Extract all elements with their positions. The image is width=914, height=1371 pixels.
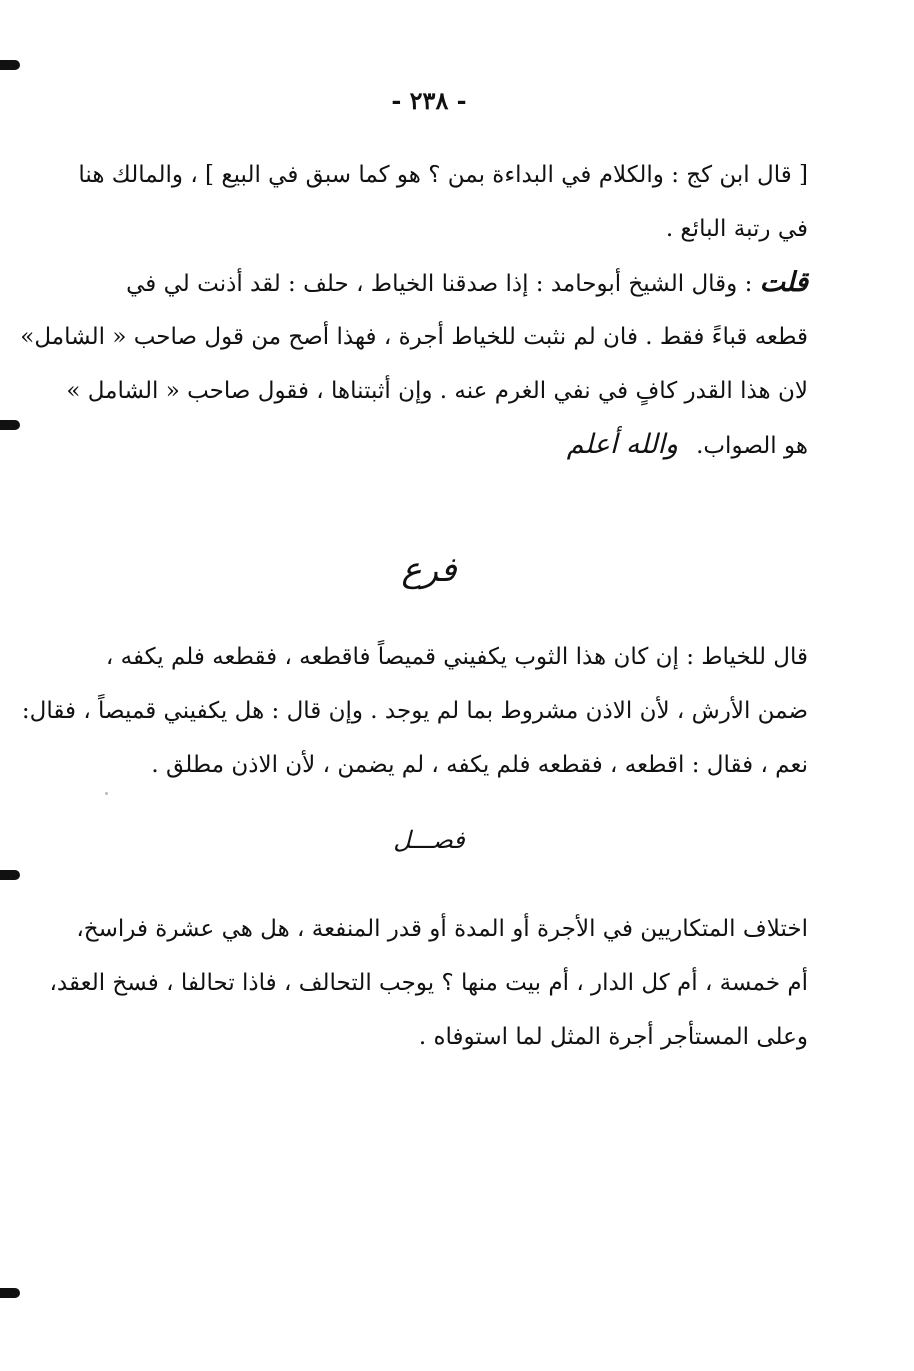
text-line: قطعه قباءً فقط . فان لم نثبت للخياط أجرة ، فهذا أصح من قول صاحب « الشامل» — [20, 324, 808, 350]
binding-mark — [0, 1288, 20, 1298]
closing-formula: والله أعلم — [566, 429, 679, 460]
text-line: وعلى المستأجر أجرة المثل لما استوفاه . — [418, 1024, 808, 1050]
text-line: قال للخياط : إن كان هذا الثوب يكفيني قميصاً فاقطعه ، فقطعه فلم يكفه ، — [105, 644, 808, 670]
text-fragment: : وقال الشيخ أبوحامد : إذا صدقنا الخياط ، حلف : لقد أذنت لي في — [126, 271, 760, 297]
binding-mark — [0, 870, 20, 880]
paragraph-dispute — [49, 902, 808, 1064]
paragraph-tailor — [21, 630, 808, 792]
text-line: نعم ، فقال : اقطعه ، فقطعه فلم يكفه ، لم يضمن ، لأن الاذن مطلق . — [151, 752, 808, 778]
text-line: اختلاف المتكاريين في الأجرة أو المدة أو قدر المنفعة ، هل هي عشرة فراسخ، — [76, 916, 808, 942]
page-number: - ٢٣٨ - — [391, 86, 467, 115]
text-line: في رتبة البائع . — [665, 216, 808, 242]
binding-mark — [0, 60, 20, 70]
text-fragment: هو الصواب. — [696, 433, 808, 459]
paragraph-ibn-kaj — [72, 148, 808, 256]
text-line: ضمن الأرش ، لأن الاذن مشروط بما لم يوجد . وإن قال : هل يكفيني قميصاً ، فقال: — [21, 698, 808, 724]
heading-fasl: فصـــل — [393, 826, 465, 854]
speck — [105, 792, 108, 795]
text-line: [ قال ابن كج : والكلام في البداءة بمن ؟ هو كما سبق في البيع ] ، والمالك هنا — [78, 162, 808, 188]
heading-far: فرع — [401, 550, 457, 590]
paragraph-qultu — [20, 256, 808, 472]
text-line — [72, 418, 808, 472]
binding-mark — [0, 420, 20, 430]
qultu-lead-word: قلت — [759, 267, 808, 298]
text-line: لان هذا القدر كافٍ في نفي الغرم عنه . وإن أثبتناها ، فقول صاحب « الشامل » — [66, 378, 808, 404]
text-line — [72, 256, 808, 310]
text-line: أم خمسة ، أم كل الدار ، أم بيت منها ؟ يوجب التحالف ، فاذا تحالفا ، فسخ العقد، — [49, 970, 808, 996]
